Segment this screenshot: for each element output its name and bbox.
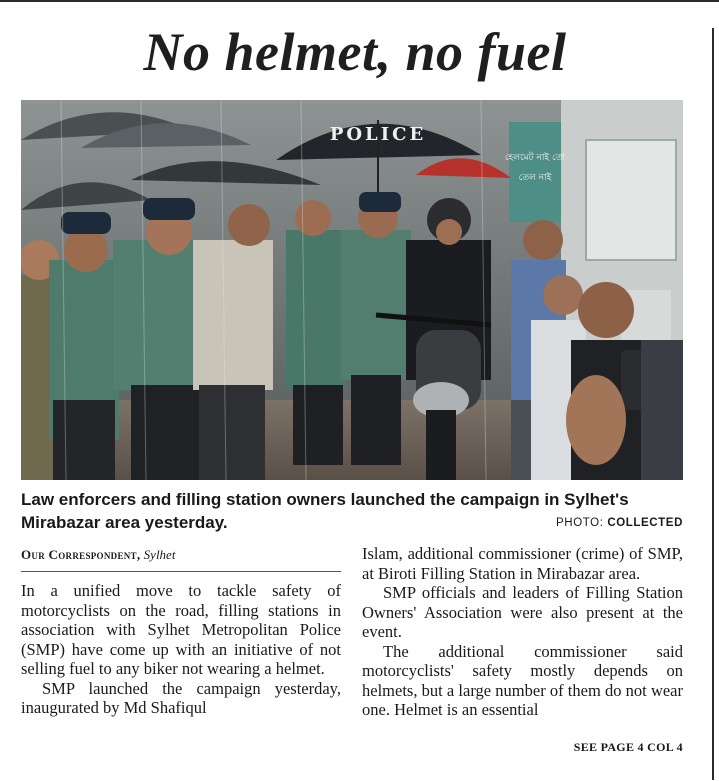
paragraph: Islam, additional commissioner (crime) of SMP, at Biroti Filling Station in Mirabazar area. xyxy=(362,544,683,583)
byline xyxy=(21,547,341,563)
article-column-1 xyxy=(21,581,341,718)
top-rule xyxy=(0,0,719,2)
photo-caption: Law enforcers and filling station owners launched the campaign in Sylhet's Mirabazar area yesterday. xyxy=(21,490,629,532)
byline-name: Our Correspondent, xyxy=(21,547,141,562)
photo-credit-label: PHOTO: xyxy=(556,517,604,529)
photo-credit-value: COLLECTED xyxy=(607,517,683,529)
news-photo xyxy=(21,100,683,480)
headline: No helmet, no fuel xyxy=(143,22,567,82)
paragraph: SMP officials and leaders of Filling Station Owners' Association were also present at the event. xyxy=(362,583,683,641)
byline-location: Sylhet xyxy=(143,547,176,562)
photo-credit xyxy=(556,517,683,529)
banner-text-2: তেল নাই xyxy=(518,173,552,183)
continuation-link[interactable]: SEE PAGE 4 COL 4 xyxy=(573,740,683,754)
photo-illustration xyxy=(21,100,683,480)
umbrella-police-text: POLICE xyxy=(329,124,427,145)
byline-rule xyxy=(21,571,341,572)
column-rule xyxy=(712,28,714,780)
paragraph: The additional commissioner said motorcyclists' safety mostly depends on helmets, but a large number of them do not wear one. Helmet is an essential xyxy=(362,641,683,719)
paragraph: In a unified move to tackle safety of motorcyclists on the road, filling stations in association with Sylhet Metropolitan Police (SMP) have come up with an initiative of not selling fuel to any biker not wearing a helmet. xyxy=(21,581,341,678)
banner-text-1: হেলমেট নাই তো xyxy=(504,153,566,163)
article-column-2 xyxy=(362,544,683,720)
paragraph: SMP launched the campaign yesterday, inaugurated by Md Shafiqul xyxy=(21,678,341,717)
